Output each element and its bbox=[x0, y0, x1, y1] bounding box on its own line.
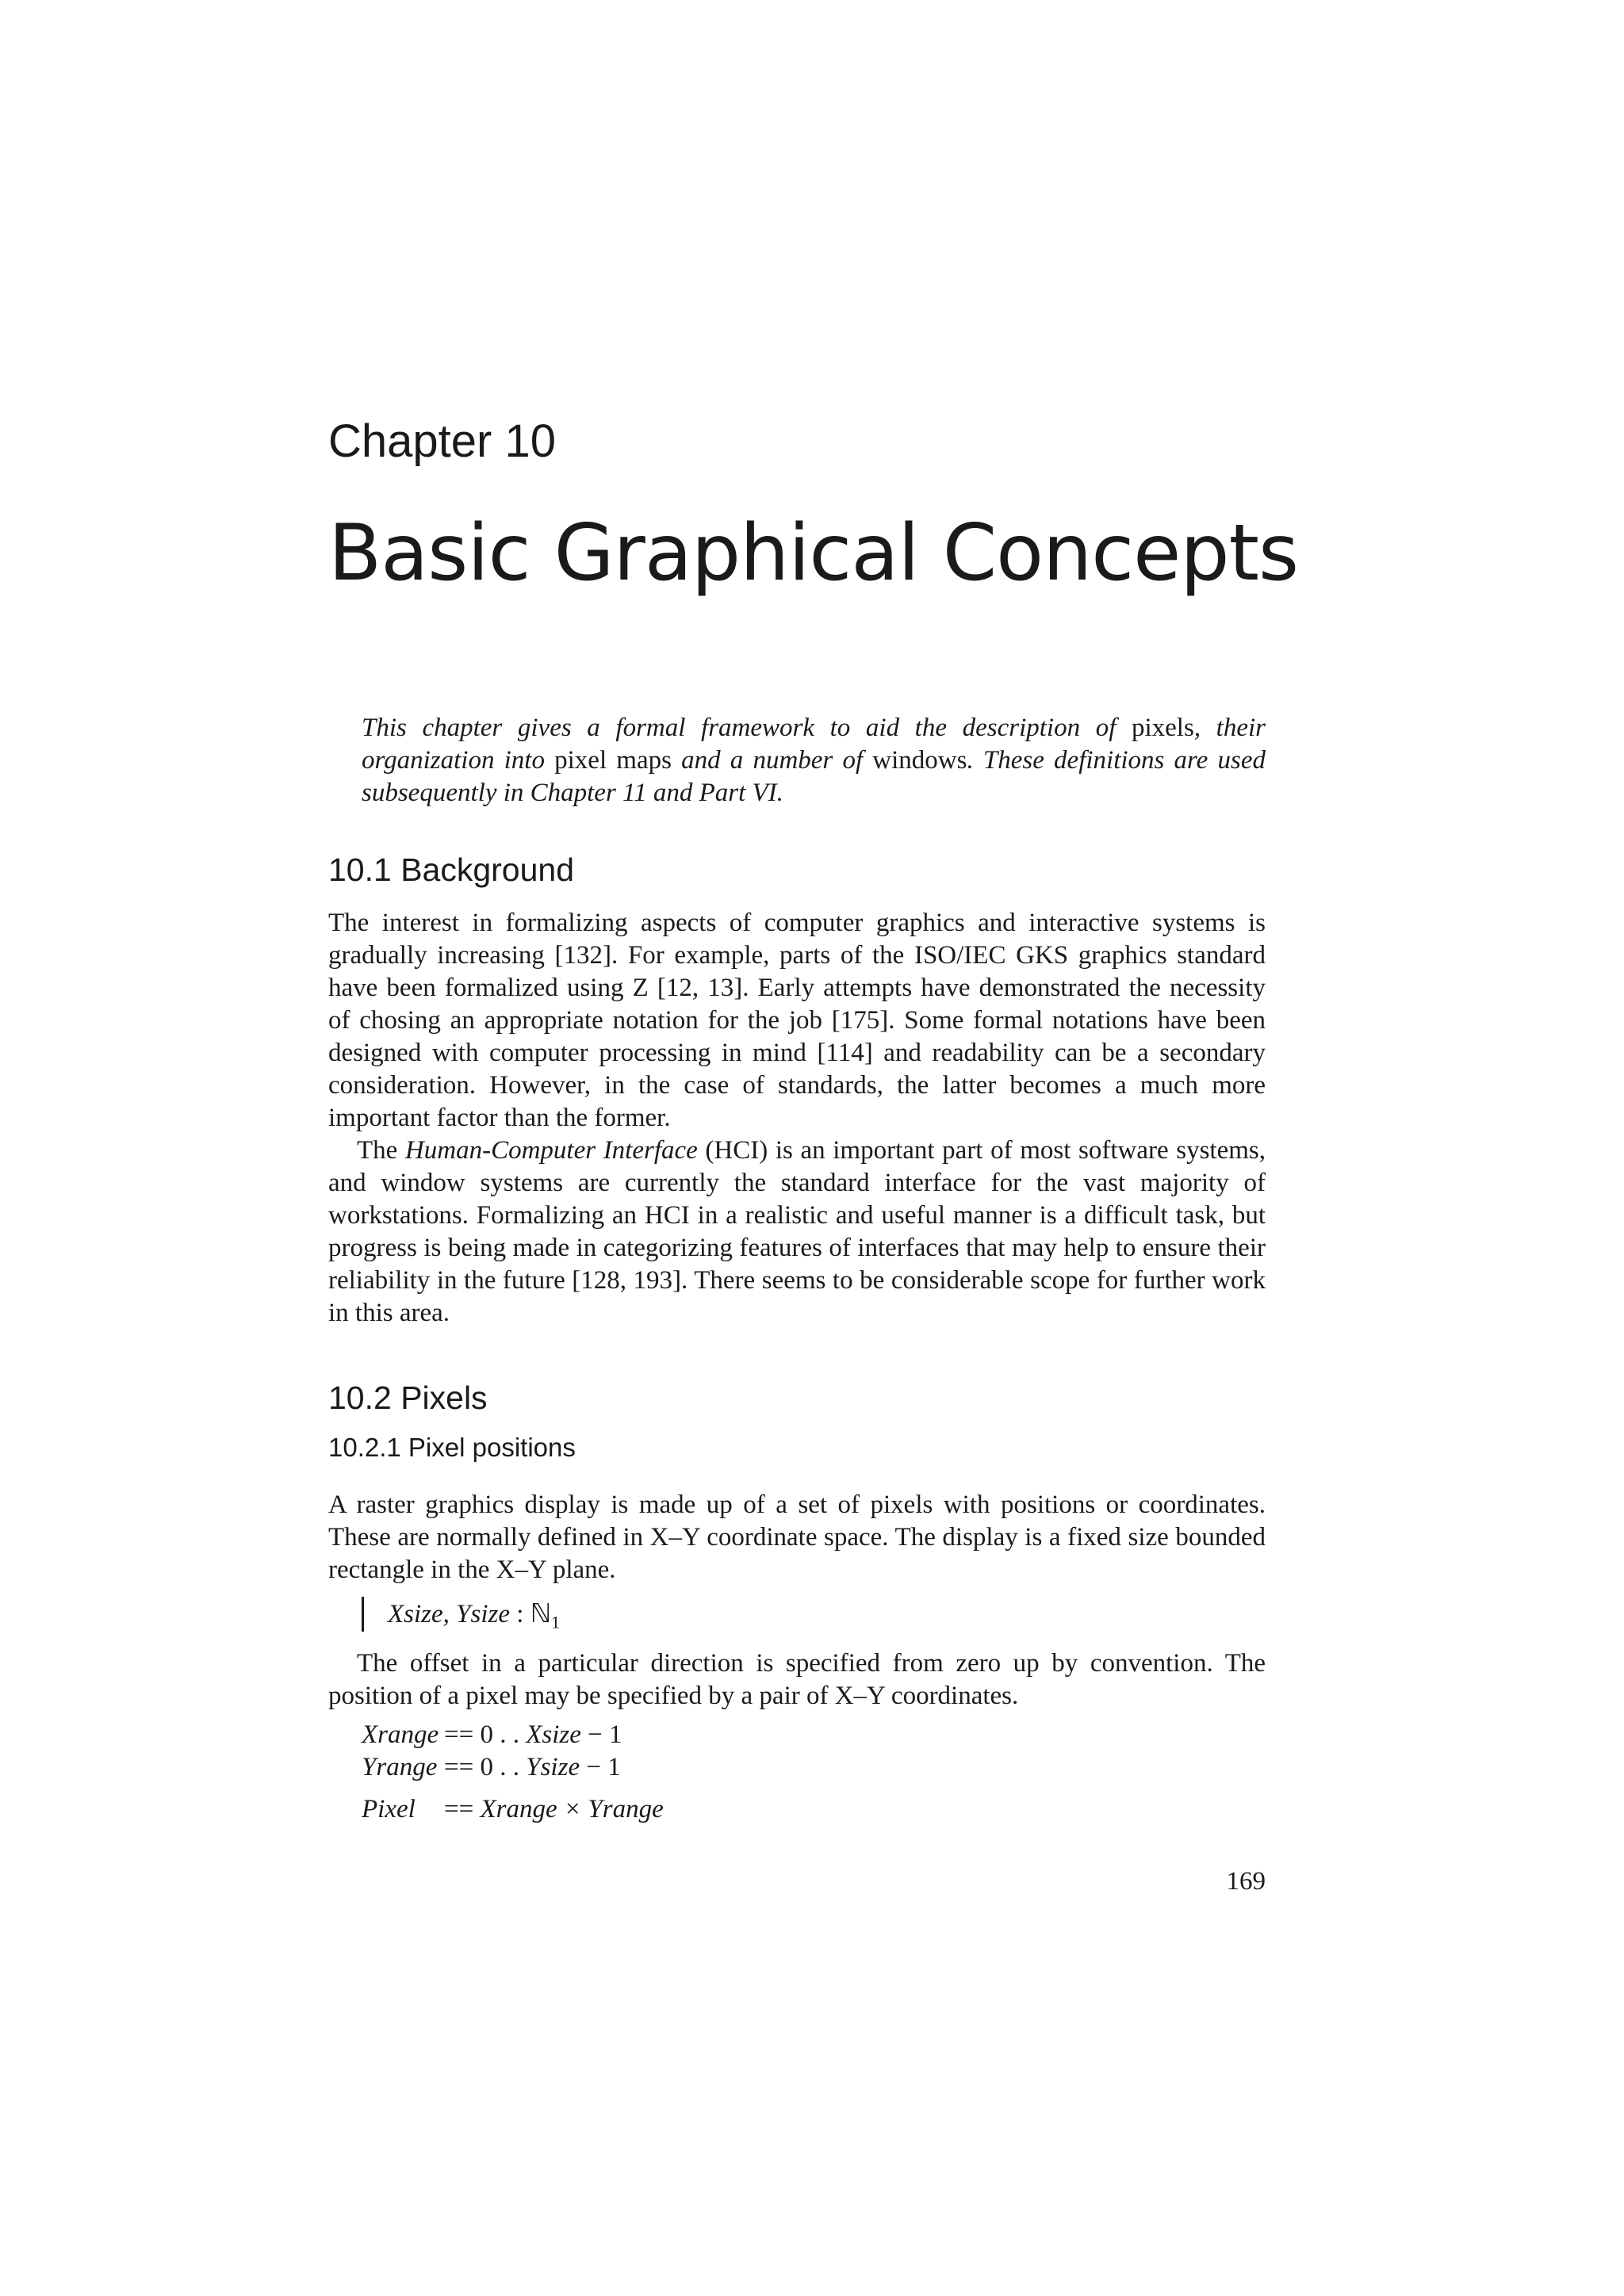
definition-xrange: Xrange == 0 . . Xsize − 1 bbox=[362, 1720, 622, 1749]
background-paragraph-1: The interest in formalizing aspects of computer graphics and interactive systems is gradually increasing [132]. For example, parts of the ISO/IEC GKS graphics standard have been formalized using Z [12, 13]. Early attempts have demonstrated the necessity of chosing an appropriate notation for the job [175]. Some formal notations have been designed with computer processing in mind [114] and readability can be a secondary consideration. However, in the case of standards, the latter becomes a much more important factor than the former. bbox=[328, 909, 1266, 1132]
chapter-title: Basic Graphical Concepts bbox=[328, 508, 1299, 599]
page-number: 169 bbox=[1226, 1867, 1266, 1896]
z-schema-declaration: Xsize, Ysize : ℕ$_1$ bbox=[362, 1597, 560, 1632]
background-paragraph-2: The Human-Computer Interface (HCI) is an important part of most software systems, and window systems are currently the standard interface for the vast majority of workstations. Formalizing an HCI in a realistic and useful manner is a difficult task, but progress is being made in categorizing features of interfaces that may help to ensure their reliability in the future [128, 193]. There seems to be considerable scope for further work in this area. bbox=[328, 1136, 1266, 1327]
pixels-paragraph-2: The offset in a particular direction is specified from zero up by convention. The position of a pixel may be specified by a pair of X–Y coordinates. bbox=[328, 1649, 1266, 1710]
section-heading-pixels: 10.2 Pixels bbox=[328, 1380, 488, 1416]
pixels-paragraph-1: A raster graphics display is made up of a set of pixels with positions or coordinates. These are normally defined in X–Y coordinate space. The display is a fixed size bounded rectangle in the X–Y plane. bbox=[328, 1490, 1266, 1584]
definition-pixel: Pixel == Xrange × Yrange bbox=[362, 1795, 664, 1823]
chapter-label: Chapter 10 bbox=[328, 415, 556, 467]
subsection-heading-pixel-positions: 10.2.1 Pixel positions bbox=[328, 1433, 576, 1462]
section-heading-background: 10.1 Background bbox=[328, 851, 575, 888]
z-definitions bbox=[362, 1719, 664, 1826]
chapter-abstract: This chapter gives a formal framework to aid the description of pixels, their organization into pixel maps and a number of windows. These definitions are used subsequently in Chapter 11 and Part VI. bbox=[362, 714, 1266, 807]
definition-yrange: Yrange == 0 . . Ysize − 1 bbox=[362, 1753, 621, 1781]
